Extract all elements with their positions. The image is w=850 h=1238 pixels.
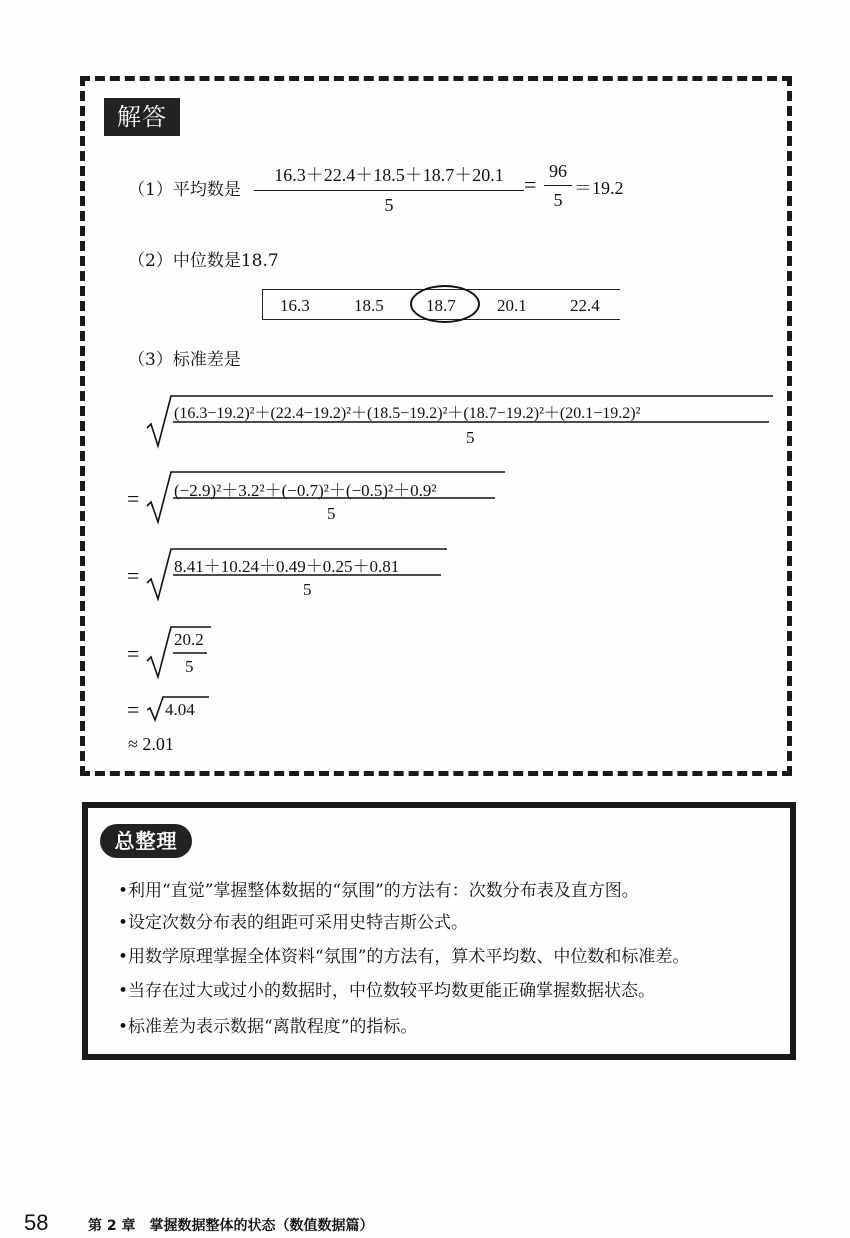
chapter-title: 第 2 章 掌握数据整体的状态（数值数据篇） xyxy=(88,1218,374,1234)
step3-numerator: 8.41＋10.24＋0.49＋0.25＋0.81 xyxy=(174,557,400,576)
q1-fraction-2 xyxy=(544,161,572,211)
q3-label: （3）标准差是 xyxy=(128,350,241,370)
q1-fraction xyxy=(254,161,524,216)
step5-value: 4.04 xyxy=(165,700,195,719)
q1-equals: = xyxy=(524,172,537,197)
step5-equals: = xyxy=(127,697,140,722)
q1-result: ＝19.2 xyxy=(574,178,624,198)
q2-label: （2）中位数是18.7 xyxy=(128,251,279,271)
median-value-2: 18.5 xyxy=(354,296,384,315)
page-number: 58 xyxy=(24,1210,49,1235)
median-value-5: 22.4 xyxy=(570,296,600,315)
summary-item-4: •当存在过大或过小的数据时，中位数较平均数更能正确掌握数据状态。 xyxy=(118,981,656,1001)
final-result: ≈ 2.01 xyxy=(128,734,174,754)
summary-item-1: •利用“直觉”掌握整体数据的“氛围”的方法有：次数分布表及直方图。 xyxy=(118,881,639,901)
step4-numerator: 20.2 xyxy=(174,630,204,649)
step3-denominator: 5 xyxy=(303,580,312,599)
median-value-3: 18.7 xyxy=(426,296,456,315)
median-value-1: 16.3 xyxy=(280,296,310,315)
median-circle xyxy=(410,285,480,323)
step4-equals: = xyxy=(127,641,140,666)
summary-item-3: •用数学原理掌握全体资料“氛围”的方法有，算术平均数、中位数和标准差。 xyxy=(118,947,690,967)
summary-item-2: •设定次数分布表的组距可采用史特吉斯公式。 xyxy=(118,913,469,933)
step2-numerator: (−2.9)²＋3.2²＋(−0.7)²＋(−0.5)²＋0.9² xyxy=(174,481,437,500)
summary-item-5: •标准差为表示数据“离散程度”的指标。 xyxy=(118,1017,418,1037)
q1-denominator: 5 xyxy=(384,195,394,215)
q1-frac2-den: 5 xyxy=(553,190,563,210)
answer-tag: 解答 xyxy=(104,98,180,136)
summary-badge: 总整理 xyxy=(100,824,192,858)
q1-numerator: 16.3＋22.4＋18.5＋18.7＋20.1 xyxy=(254,161,524,191)
q1-frac2-num: 96 xyxy=(544,161,572,186)
step1-numerator: (16.3−19.2)²＋(22.4−19.2)²＋(18.5−19.2)²＋(18.7−19.2)²＋(20.1−19.2)² xyxy=(174,405,641,422)
step4-denominator: 5 xyxy=(185,657,194,676)
step2-denominator: 5 xyxy=(327,504,336,523)
step3-equals: = xyxy=(127,563,140,588)
q1-label: （1）平均数是 xyxy=(128,180,241,200)
median-value-4: 20.1 xyxy=(497,296,527,315)
step2-equals: = xyxy=(127,486,140,511)
step1-denominator: 5 xyxy=(466,428,475,447)
